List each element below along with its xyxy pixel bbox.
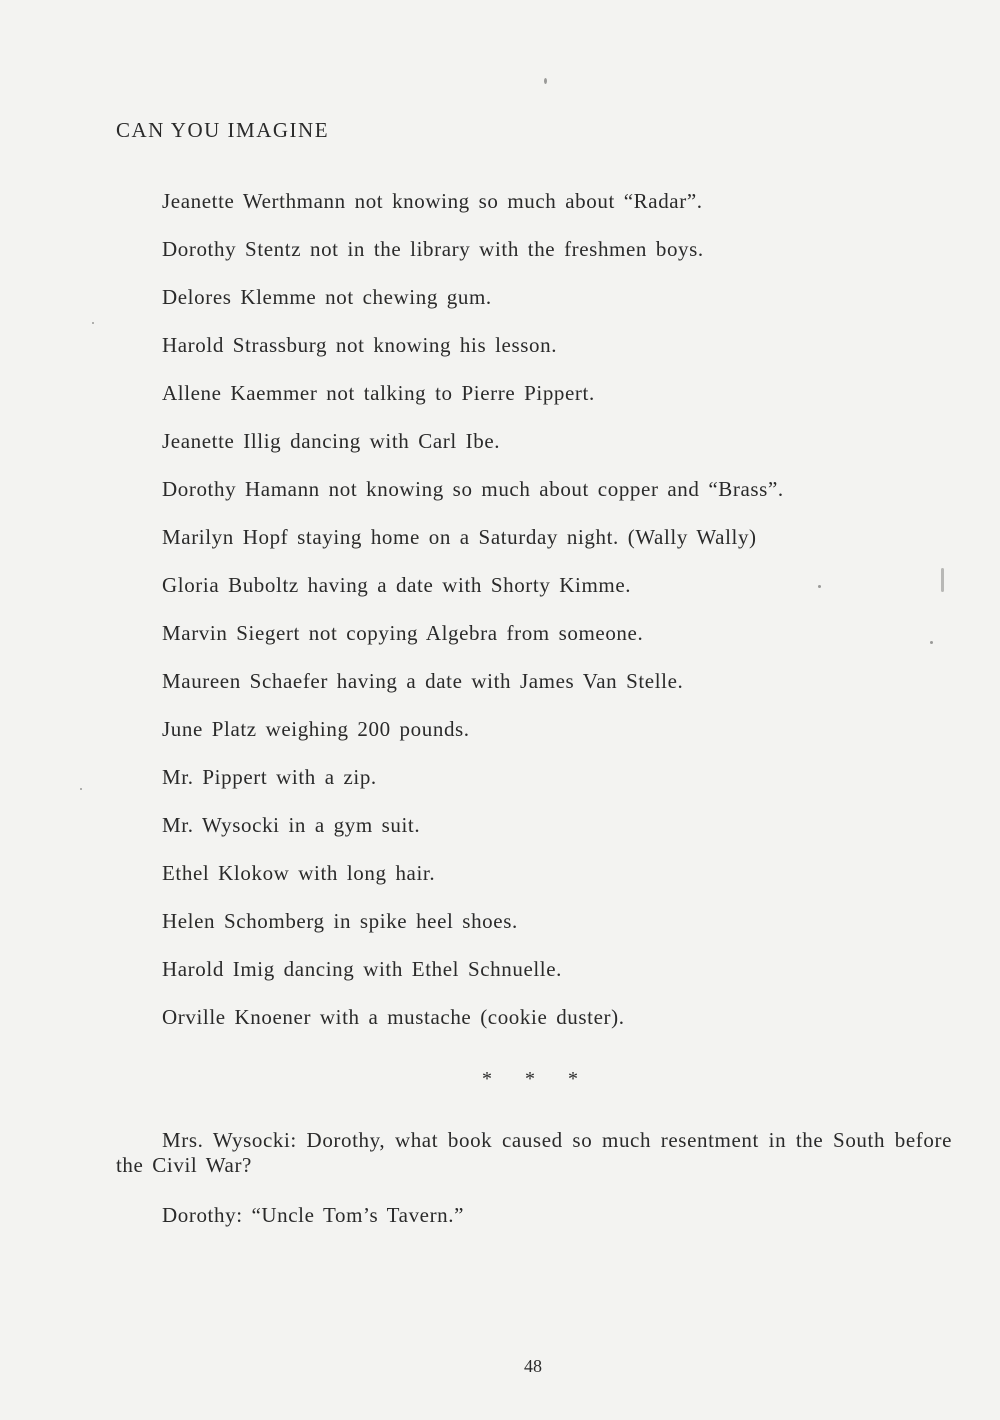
- list-item: Mr. Wysocki in a gym suit.: [162, 813, 421, 837]
- list-item: Dorothy Hamann not knowing so much about copper and “Brass”.: [162, 477, 784, 501]
- list-item: Delores Klemme not chewing gum.: [162, 285, 492, 309]
- scan-speck: [818, 585, 821, 588]
- scan-speck: [80, 788, 82, 790]
- scan-speck: [544, 78, 547, 84]
- scan-speck: [92, 322, 94, 324]
- list-item: Orville Knoener with a mustache (cookie duster).: [162, 1005, 625, 1029]
- list-item: Helen Schomberg in spike heel shoes.: [162, 909, 518, 933]
- list-item: Maureen Schaefer having a date with James Van Stelle.: [162, 669, 684, 693]
- list-item: Jeanette Illig dancing with Carl Ibe.: [162, 429, 501, 453]
- scan-speck: [941, 568, 944, 592]
- page-number: 48: [524, 1356, 542, 1376]
- dialog-question: Mrs. Wysocki: Dorothy, what book caused so much resentment in the South before the Civil War?: [116, 1128, 952, 1177]
- list-item: Marvin Siegert not copying Algebra from someone.: [162, 621, 644, 645]
- page-heading: CAN YOU IMAGINE: [116, 118, 330, 142]
- list-item: Ethel Klokow with long hair.: [162, 861, 436, 885]
- dialog-answer: Dorothy: “Uncle Tom’s Tavern.”: [162, 1203, 465, 1227]
- list-item: Harold Imig dancing with Ethel Schnuelle.: [162, 957, 563, 981]
- list-item: Marilyn Hopf staying home on a Saturday night. (Wally Wally): [162, 525, 757, 549]
- imagine-list: [162, 186, 784, 1050]
- scan-speck: [930, 641, 933, 644]
- list-item: Jeanette Werthmann not knowing so much about “Radar”.: [162, 189, 703, 213]
- list-item: June Platz weighing 200 pounds.: [162, 717, 470, 741]
- list-item: Dorothy Stentz not in the library with the freshmen boys.: [162, 237, 704, 261]
- list-item: Allene Kaemmer not talking to Pierre Pippert.: [162, 381, 595, 405]
- list-item: Harold Strassburg not knowing his lesson.: [162, 333, 558, 357]
- list-item: Gloria Buboltz having a date with Shorty Kimme.: [162, 573, 632, 597]
- list-item: Mr. Pippert with a zip.: [162, 765, 377, 789]
- section-separator: * * *: [482, 1068, 578, 1090]
